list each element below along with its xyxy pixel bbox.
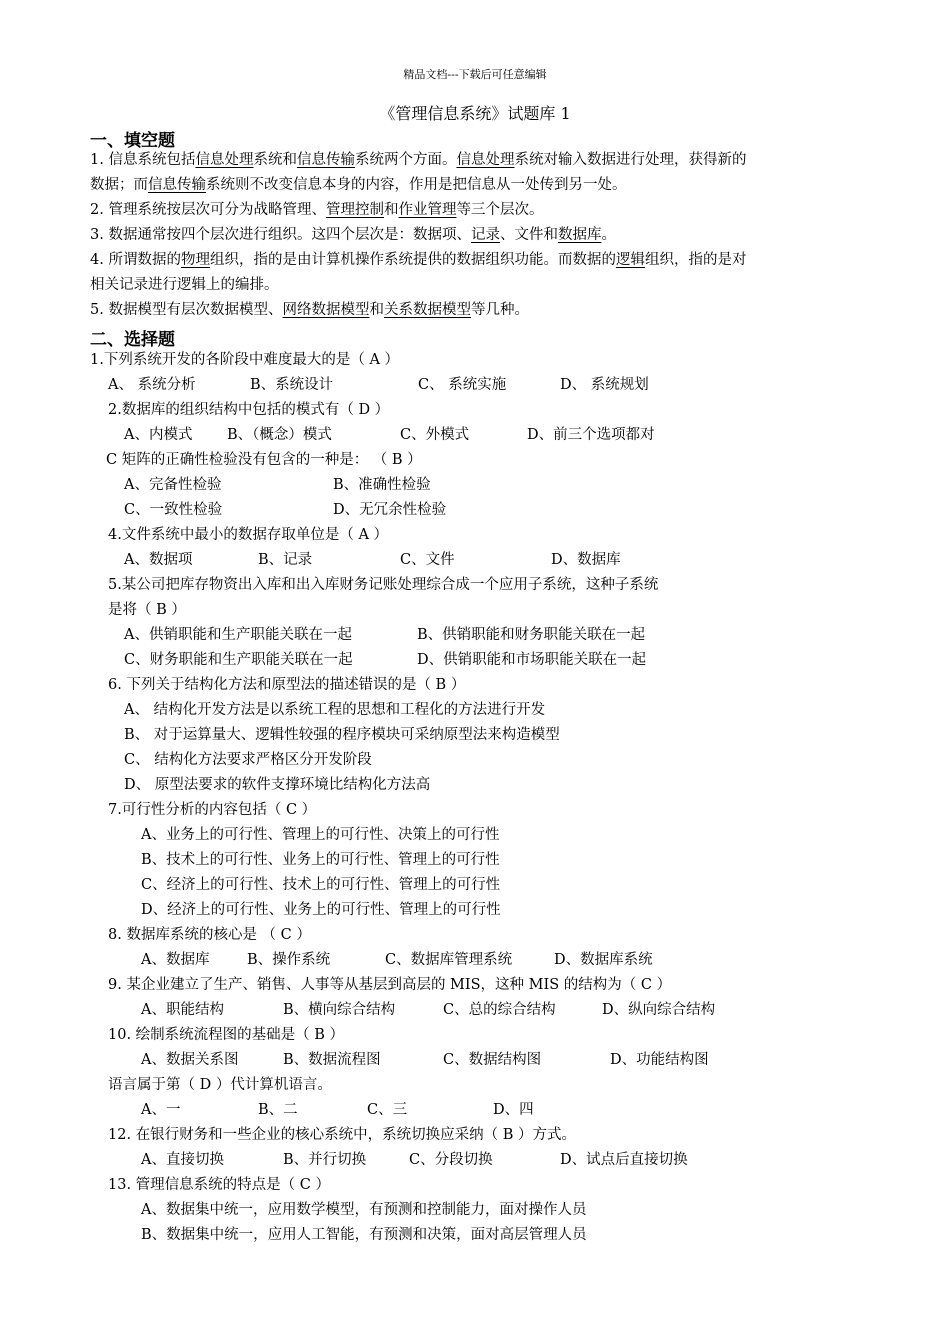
option-d: D、无冗余性检验 (333, 502, 447, 518)
option-a: A、业务上的可行性、管理上的可行性、决策上的可行性 (141, 827, 500, 843)
choice-question-1: 1.下列系统开发的各阶段中难度最大的是（ A ） (90, 352, 400, 368)
text-segment: 1. 信息系统包括 (90, 152, 196, 168)
fill-question-3 (90, 225, 616, 245)
fill-question-2 (90, 200, 543, 220)
answer-blank: 信息传输 (296, 152, 355, 168)
option-b: B、系统设计 (250, 377, 334, 393)
option-b: B、技术上的可行性、业务上的可行性、管理上的可行性 (141, 852, 500, 868)
choice-question-10: 10. 绘制系统流程图的基础是（ B ） (108, 1027, 345, 1043)
choice-question-7: 7.可行性分析的内容包括（ C ） (108, 802, 317, 818)
option-b: B、二 (258, 1102, 298, 1118)
answer-blank: 作业管理 (398, 202, 457, 218)
option-b: B、 对于运算量大、逻辑性较强的程序模块可采纳原型法来构造模型 (124, 727, 560, 743)
option-a: A、数据项 (124, 552, 193, 568)
answer-blank: 逻辑 (615, 252, 645, 268)
text-segment: 组织，指的是对 (644, 252, 747, 268)
option-d: D、纵向综合结构 (602, 1002, 716, 1018)
option-a: A、完备性检验 (124, 477, 222, 493)
answer-blank: 网络数据模型 (282, 302, 370, 318)
answer-blank: 物理 (180, 252, 210, 268)
option-c: C、一致性检验 (124, 502, 223, 518)
option-d: D、前三个选项都对 (527, 427, 655, 443)
option-c: C、 结构化方法要求严格区分开发阶段 (124, 752, 372, 768)
answer-blank: 信息处理 (456, 152, 515, 168)
fill-question-4-line-2 (90, 275, 279, 295)
option-b: B、数据流程图 (283, 1052, 381, 1068)
choice-question-5-line-2: 是将（ B ） (108, 602, 186, 618)
option-b: B、数据集中统一，应用人工智能，有预测和决策，面对高层管理人员 (141, 1227, 587, 1243)
option-d: D、数据库系统 (554, 952, 653, 968)
choice-question-3: C 矩阵的正确性检验没有包含的一种是： （ B ） (106, 452, 422, 468)
text-segment: 5. 数据模型有层次数据模型、 (90, 302, 283, 318)
option-d: D、四 (493, 1102, 534, 1118)
option-d: D、数据库 (551, 552, 621, 568)
answer-blank: 信息处理 (195, 152, 254, 168)
option-b: B、横向综合结构 (283, 1002, 396, 1018)
option-c: C、经济上的可行性、技术上的可行性、管理上的可行性 (141, 877, 501, 893)
option-c: C、分段切换 (409, 1152, 493, 1168)
header-note: 精品文档---下载后可任意编辑 (403, 68, 547, 81)
option-b: B、（概念）模式 (227, 427, 332, 443)
choice-question-2: 2.数据库的组织结构中包括的模式有（ D ） (108, 402, 390, 418)
choice-question-5-line-1: 5.某公司把库存物资出入库和出入库财务记账处理综合成一个应用子系统，这种子系统 (108, 577, 659, 593)
answer-blank: 信息传输 (148, 177, 206, 193)
option-b: B、供销职能和财务职能关联在一起 (417, 627, 646, 643)
option-c: C、数据库管理系统 (385, 952, 513, 968)
text-segment: 系统则不改变信息本身的内容，作用是把信息从一处传到另一处。 (206, 177, 627, 193)
answer-blank: 记录 (470, 227, 500, 243)
text-segment: 系统对输入数据进行处理，获得新的 (514, 152, 747, 168)
option-a: A、数据库 (141, 952, 210, 968)
choice-question-11: 语言属于第（ D ）代计算机语言。 (108, 1077, 332, 1093)
option-b: B、操作系统 (247, 952, 331, 968)
answer-blank: 数据库 (557, 227, 602, 243)
text-segment: 系统和 (253, 152, 297, 168)
text-segment: 3. 数据通常按四个层次进行组织。这四个层次是：数据项、 (90, 227, 471, 243)
option-d: D、 原型法要求的软件支撑环境比结构化方法高 (124, 777, 431, 793)
option-b: B、记录 (258, 552, 313, 568)
option-d: D、 系统规划 (560, 377, 649, 393)
option-b: B、准确性检验 (333, 477, 431, 493)
fill-question-4-line-1 (90, 250, 746, 270)
choice-question-13: 13. 管理信息系统的特点是（ C ） (108, 1177, 330, 1193)
option-a: A、直接切换 (141, 1152, 224, 1168)
answer-blank: 关系数据模型 (383, 302, 471, 318)
text-segment: 系统两个方面。 (354, 152, 457, 168)
option-a: A、 系统分析 (108, 377, 196, 393)
fill-question-1-line-1 (90, 150, 746, 170)
choice-question-4: 4.文件系统中最小的数据存取单位是（ A ） (108, 527, 389, 543)
text-segment: 4. 所谓数据的 (90, 252, 181, 268)
section-heading-fill-in: 一、填空题 (90, 131, 175, 151)
option-b: B、并行切换 (283, 1152, 367, 1168)
fill-question-1-line-2 (90, 175, 627, 195)
text-segment: 等三个层次。 (456, 202, 544, 218)
option-c: C、总的综合结构 (443, 1002, 556, 1018)
text-segment: 2. 管理系统按层次可分为战略管理、 (90, 202, 326, 218)
option-a: A、职能结构 (141, 1002, 224, 1018)
choice-question-8: 8. 数据库系统的核心是 （ C ） (108, 927, 311, 943)
option-c: C、三 (367, 1102, 408, 1118)
document-title: 《管理信息系统》试题库 1 (379, 104, 571, 123)
choice-question-12: 12. 在银行财务和一些企业的核心系统中，系统切换应采纳（ B ）方式。 (108, 1127, 577, 1143)
text-segment: 组织，指的是由计算机操作系统提供的数据组织功能。而数据的 (209, 252, 616, 268)
fill-question-5 (90, 300, 529, 320)
option-c: C、 系统实施 (418, 377, 507, 393)
text-segment: 相关记录进行逻辑上的编排。 (90, 277, 279, 293)
option-c: C、财务职能和生产职能关联在一起 (124, 652, 353, 668)
option-c: C、文件 (400, 552, 455, 568)
option-d: D、功能结构图 (610, 1052, 709, 1068)
text-segment: 数据；而 (90, 177, 148, 193)
choice-question-9: 9. 某企业建立了生产、销售、人事等从基层到高层的 MIS，这种 MIS 的结构为（ C ） (108, 977, 672, 993)
text-segment: 和 (383, 202, 399, 218)
option-c: C、数据结构图 (443, 1052, 542, 1068)
choice-question-6: 6. 下列关于结构化方法和原型法的描述错误的是（ B ） (108, 677, 466, 693)
text-segment: 和 (369, 302, 384, 318)
option-a: A、一 (141, 1102, 181, 1118)
option-d: D、经济上的可行性、业务上的可行性、管理上的可行性 (141, 902, 501, 918)
option-a: A、内模式 (124, 427, 193, 443)
option-a: A、供销职能和生产职能关联在一起 (124, 627, 352, 643)
option-a: A、 结构化开发方法是以系统工程的思想和工程化的方法进行开发 (124, 702, 546, 718)
option-a: A、数据关系图 (141, 1052, 239, 1068)
option-d: D、试点后直接切换 (560, 1152, 688, 1168)
text-segment: 等几种。 (470, 302, 529, 318)
option-c: C、外模式 (400, 427, 470, 443)
option-d: D、供销职能和市场职能关联在一起 (417, 652, 647, 668)
option-a: A、数据集中统一，应用数学模型，有预测和控制能力，面对操作人员 (141, 1202, 587, 1218)
text-segment: 。 (601, 227, 616, 243)
text-segment: 、文件和 (499, 227, 558, 243)
section-heading-multiple-choice: 二、选择题 (90, 330, 175, 350)
answer-blank: 管理控制 (325, 202, 384, 218)
